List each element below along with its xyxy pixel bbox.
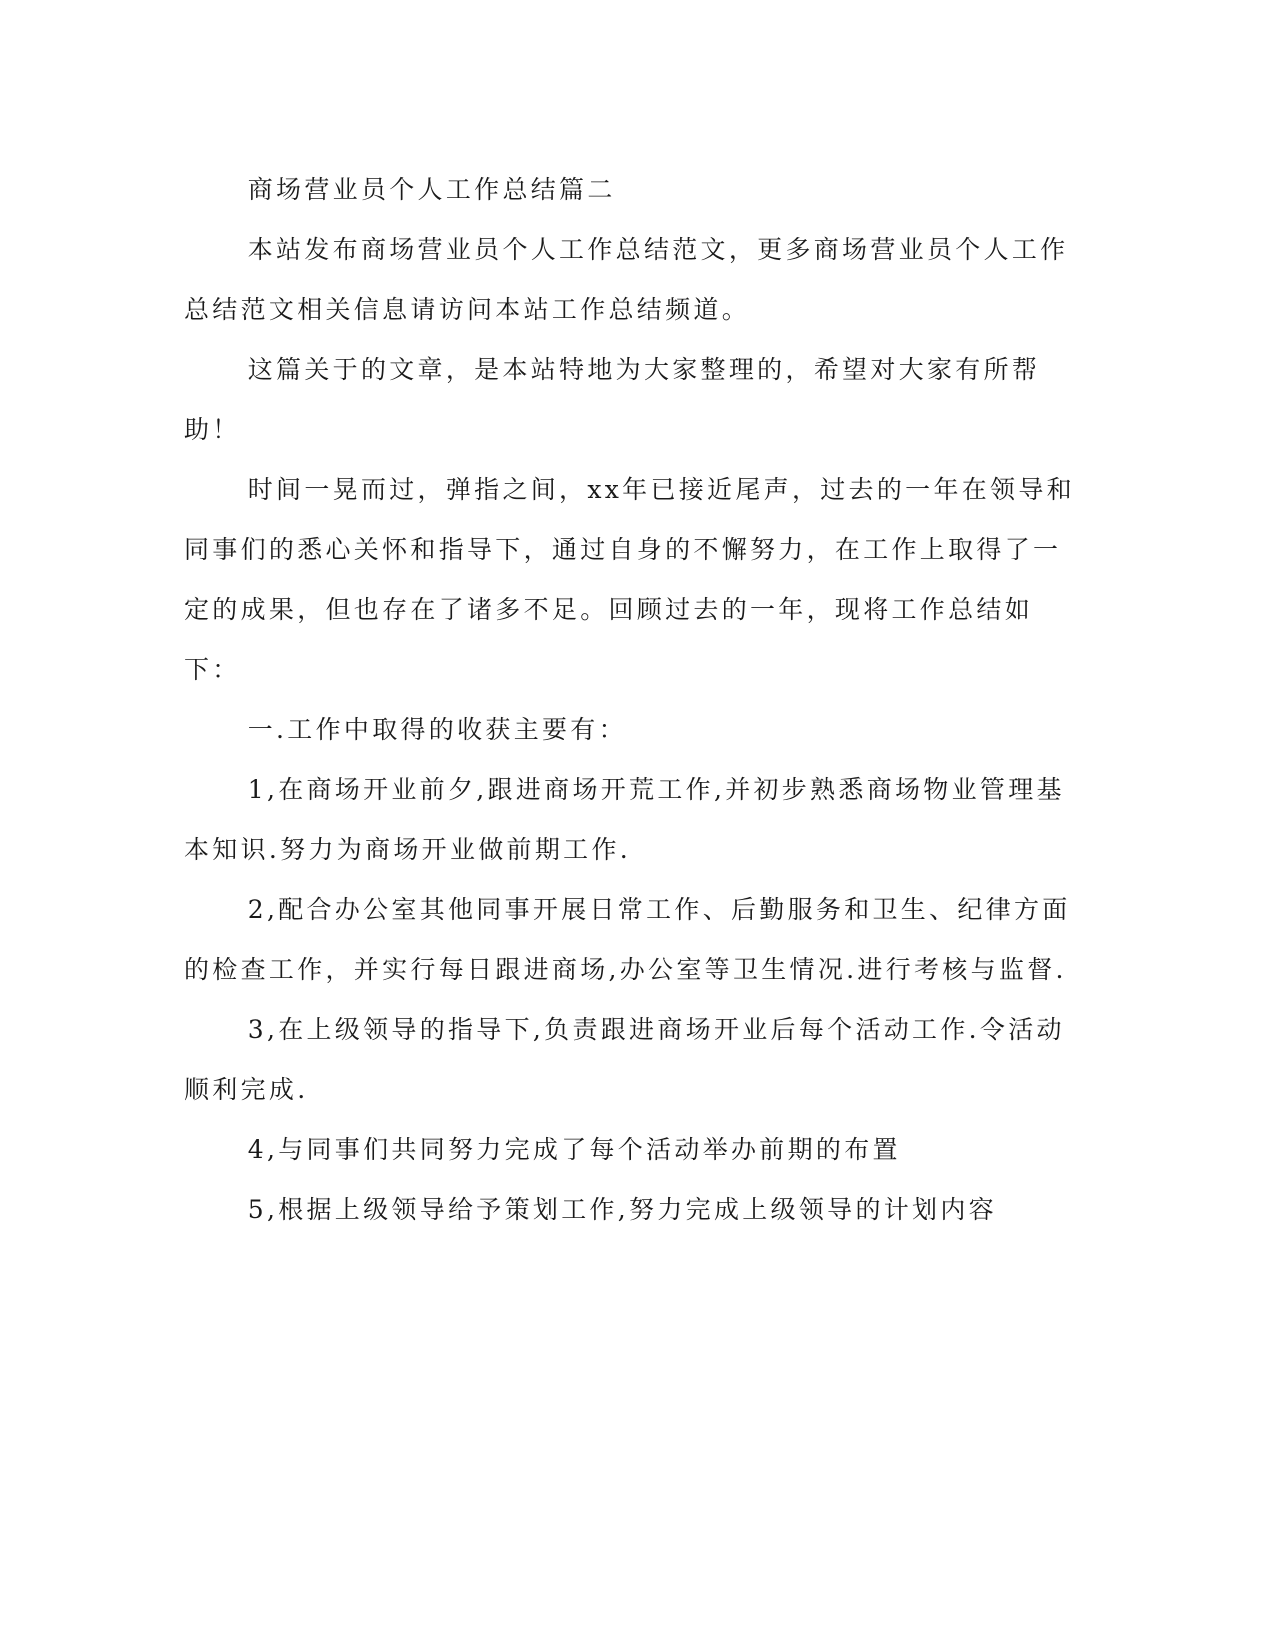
list-item: 5,根据上级领导给予策划工作,努力完成上级领导的计划内容 bbox=[247, 1195, 997, 1224]
paragraph-note: 这篇关于的文章，是本站特地为大家整理的，希望对大家有所帮助！ bbox=[184, 355, 1041, 444]
list-item: 3,在上级领导的指导下,负责跟进商场开业后每个活动工作.令活动顺利完成. bbox=[184, 1015, 1065, 1104]
list-item: 4,与同事们共同努力完成了每个活动举办前期的布置 bbox=[247, 1135, 901, 1164]
section-heading: 一.工作中取得的收获主要有： bbox=[247, 715, 627, 744]
paragraph-summary: 时间一晃而过，弹指之间，xx年已接近尾声，过去的一年在领导和同事们的悉心关怀和指导下，通过自身的不懈努力，在工作上取得了一定的成果，但也存在了诸多不足。回顾过去的一年，现将工作总结如下： bbox=[184, 475, 1075, 684]
paragraph-intro: 本站发布商场营业员个人工作总结范文，更多商场营业员个人工作总结范文相关信息请访问本站工作总结频道。 bbox=[184, 235, 1069, 324]
list-item: 2,配合办公室其他同事开展日常工作、后勤服务和卫生、纪律方面的检查工作，并实行每日跟进商场,办公室等卫生情况.进行考核与监督. bbox=[184, 895, 1071, 984]
document-title: 商场营业员个人工作总结篇二 bbox=[247, 175, 616, 204]
document-body bbox=[184, 160, 1084, 1240]
list-item: 1,在商场开业前夕,跟进商场开荒工作,并初步熟悉商场物业管理基本知识.努力为商场开业做前期工作. bbox=[184, 775, 1065, 864]
